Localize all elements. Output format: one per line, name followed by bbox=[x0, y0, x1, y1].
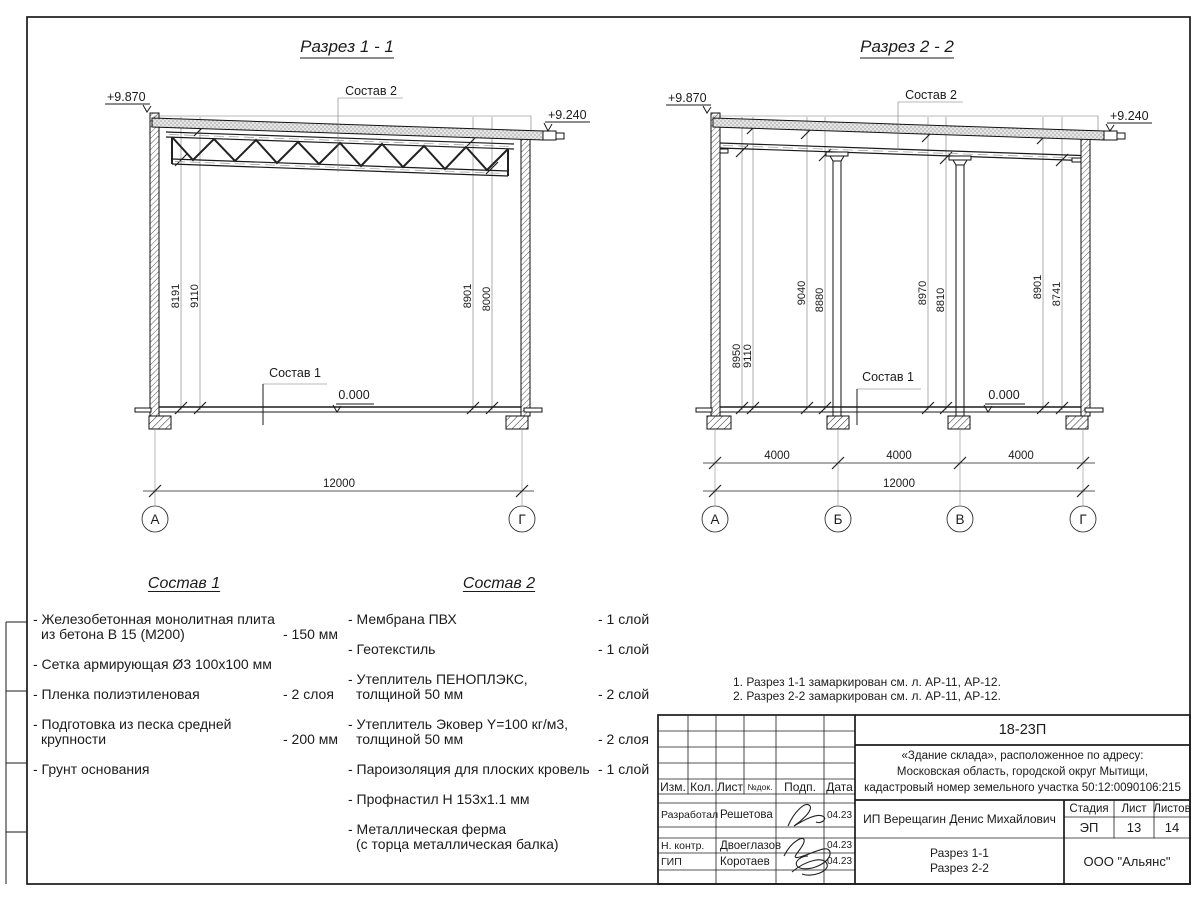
list-item: - Мембрана ПВХ - 1 слой bbox=[348, 611, 650, 627]
tb-company: ООО "Альянс" bbox=[1083, 853, 1171, 869]
tb-col-kol: Кол. bbox=[690, 779, 714, 794]
axis-bubble: А bbox=[150, 512, 160, 527]
list-item: - Утеплитель Эковер Y=100 кг/м3, толщиной 50 мм - 2 слоя bbox=[348, 716, 649, 747]
list-item: - Пленка полиэтиленовая - 2 слоя bbox=[33, 686, 334, 702]
svg-text:Состав 1: Состав 1 bbox=[269, 366, 321, 380]
svg-text:12000: 12000 bbox=[323, 478, 355, 490]
sostav1-list bbox=[33, 575, 339, 792]
axis-bubble: А bbox=[710, 512, 720, 527]
svg-text:9110: 9110 bbox=[189, 284, 201, 308]
tb-date: 04.23 bbox=[826, 809, 853, 821]
tb-date: 04.23 bbox=[826, 856, 853, 867]
section1-title: Разрез 1 - 1 bbox=[300, 37, 394, 56]
list-item: - Геотекстиль - 1 слой bbox=[348, 641, 650, 657]
axis-bubble: Б bbox=[833, 512, 843, 527]
svg-text:8901: 8901 bbox=[1032, 274, 1044, 300]
sostav1-title: Состав 1 bbox=[147, 575, 221, 592]
svg-text:4000: 4000 bbox=[886, 450, 912, 462]
svg-text:8880: 8880 bbox=[814, 287, 826, 313]
tb-doc-number: 18-23П bbox=[998, 722, 1047, 738]
list-item: - Подготовка из песка средней крупности - 200 мм bbox=[33, 716, 339, 747]
svg-text:8970: 8970 bbox=[917, 280, 929, 306]
tb-sheets-header: Листов bbox=[1153, 802, 1191, 815]
note-line: 2. Разрез 2-2 замаркирован см. л. АР-11, АР-12. bbox=[733, 688, 1001, 703]
tb-col-podp: Подп. bbox=[784, 779, 816, 794]
svg-text:0.000: 0.000 bbox=[988, 388, 1020, 402]
sostav2-title: Состав 2 bbox=[462, 575, 536, 592]
svg-text:8191: 8191 bbox=[170, 283, 182, 309]
tb-stage-header: Стадия bbox=[1069, 802, 1109, 815]
svg-text:4000: 4000 bbox=[764, 450, 790, 462]
svg-text:+9.870: +9.870 bbox=[668, 91, 707, 105]
tb-col-data: Дата bbox=[826, 779, 853, 794]
sostav2-list bbox=[348, 576, 650, 867]
svg-text:8950: 8950 bbox=[731, 343, 743, 369]
svg-text:0.000: 0.000 bbox=[338, 388, 370, 402]
tb-col-izm: Изм. bbox=[660, 779, 686, 794]
tb-role: Н. контр. bbox=[661, 839, 705, 852]
svg-text:12000: 12000 bbox=[883, 478, 915, 490]
tb-role: Разработал bbox=[661, 809, 719, 821]
axis-bubble: Г bbox=[1079, 512, 1087, 527]
svg-text:Состав 1: Состав 1 bbox=[862, 370, 914, 384]
svg-text:4000: 4000 bbox=[1008, 450, 1034, 462]
svg-text:+9.870: +9.870 bbox=[107, 90, 146, 104]
svg-text:8901: 8901 bbox=[462, 283, 474, 309]
svg-text:8000: 8000 bbox=[481, 286, 493, 312]
notes bbox=[733, 676, 1001, 703]
svg-text:9040: 9040 bbox=[796, 280, 808, 306]
list-item: - Пароизоляция для плоских кровель - 1 слой bbox=[348, 761, 650, 777]
tb-name: Решетова bbox=[720, 809, 773, 821]
svg-text:+9.240: +9.240 bbox=[1110, 109, 1149, 123]
tb-sheets-value: 14 bbox=[1164, 820, 1180, 835]
tb-date: 04.23 bbox=[826, 840, 853, 851]
svg-text:Состав 2: Состав 2 bbox=[905, 88, 957, 102]
tb-sheet-value: 13 bbox=[1126, 820, 1142, 835]
tb-content: Разрез 1-1 Разрез 2-2 bbox=[930, 846, 989, 875]
list-item: - Сетка армирующая Ø3 100х100 мм bbox=[33, 656, 272, 672]
note-line: 1. Разрез 1-1 замаркирован см. л. АР-11, АР-12. bbox=[733, 675, 1001, 689]
svg-text:8741: 8741 bbox=[1051, 281, 1063, 307]
axis-bubble: В bbox=[955, 512, 965, 527]
list-item: - Грунт основания bbox=[33, 761, 150, 777]
tb-col-list: Лист bbox=[716, 779, 744, 794]
tb-name: Коротаев bbox=[720, 855, 770, 868]
svg-text:+9.240: +9.240 bbox=[548, 108, 587, 122]
section2-title: Разрез 2 - 2 bbox=[860, 37, 954, 56]
svg-text:9110: 9110 bbox=[742, 344, 754, 368]
list-item: - Утеплитель ПЕНОПЛЭКС, толщиной 50 мм - 2 слой bbox=[348, 671, 650, 702]
tb-role: ГИП bbox=[661, 855, 682, 868]
tb-col-ndok: №док. bbox=[747, 781, 773, 792]
tb-name: Двоеглазов bbox=[720, 839, 782, 852]
svg-text:Состав 2: Состав 2 bbox=[345, 84, 397, 98]
list-item: - Профнастил Н 153х1.1 мм bbox=[348, 791, 530, 807]
tb-stage-value: ЭП bbox=[1079, 820, 1099, 835]
axis-bubble: Г bbox=[518, 512, 526, 527]
list-item: - Железобетонная монолитная плита из бетона В 15 (М200) - 150 мм bbox=[33, 611, 339, 642]
tb-project: «Здание склада», расположенное по адресу: Московская область, городской округ Мытищи, кадастровый номер земельного участка 50:12:0090106:215 bbox=[864, 750, 1181, 794]
tb-sheet-header: Лист bbox=[1121, 802, 1147, 815]
svg-text:8810: 8810 bbox=[935, 287, 947, 313]
tb-client: ИП Верещагин Денис Михайлович bbox=[863, 812, 1056, 826]
list-item: - Металлическая ферма (с торца металлическая балка) bbox=[348, 821, 559, 852]
